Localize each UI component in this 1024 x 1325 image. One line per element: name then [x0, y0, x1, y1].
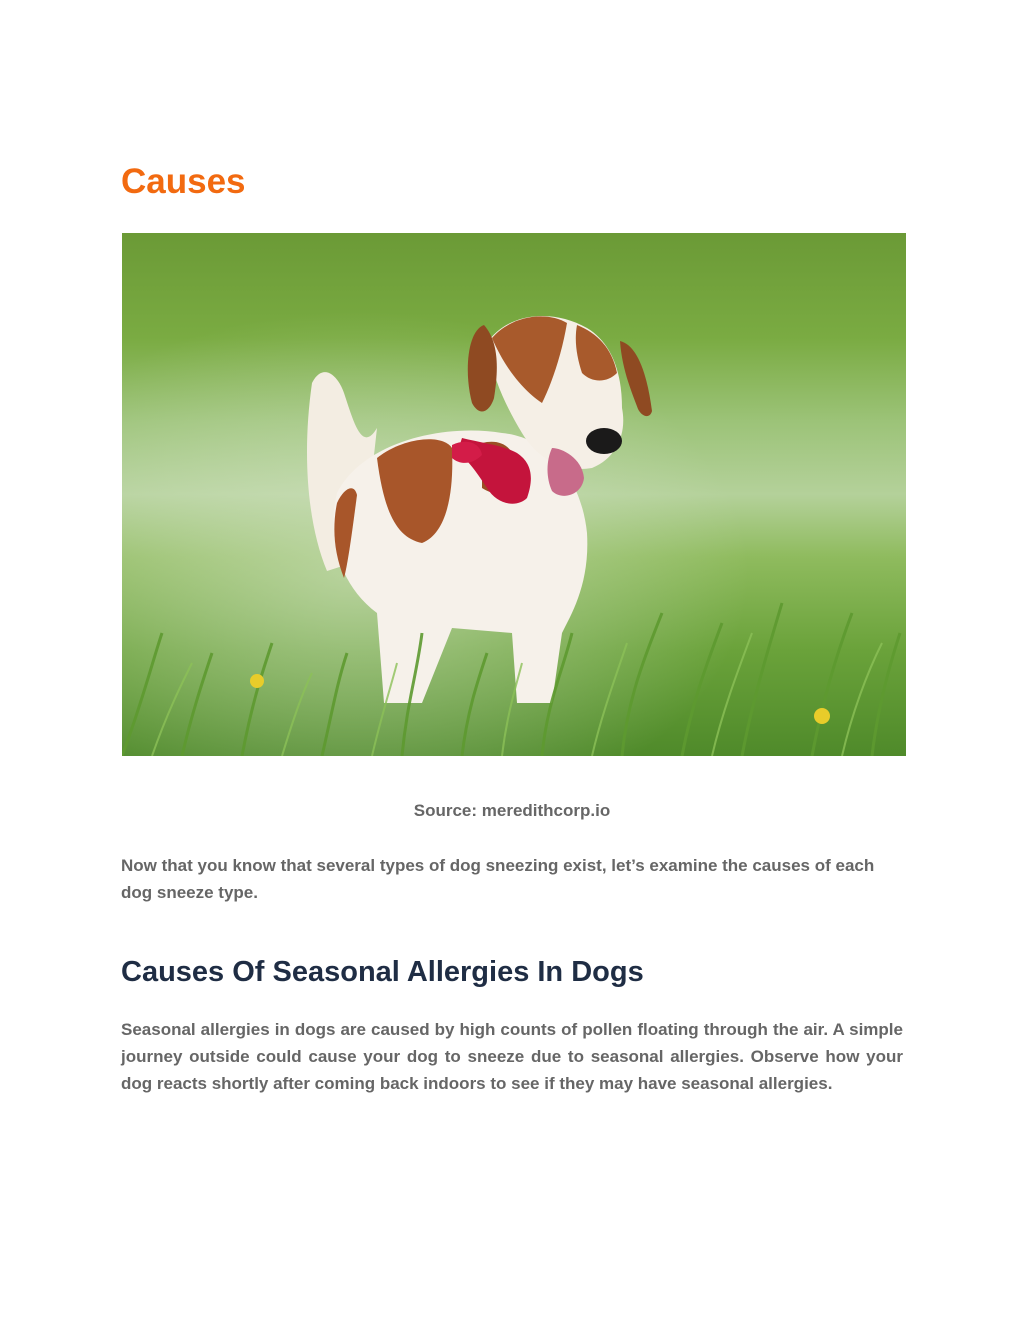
subsection-paragraph: Seasonal allergies in dogs are caused by high counts of pollen floating through the air. A simple journey outside could cause your dog to sneeze due to seasonal allergies. Observe how your dog reacts shortly after coming back indoors to see if they may have seasonal allergies. [121, 1020, 903, 1093]
dog-photo-illustration [122, 233, 906, 756]
subsection-title: Causes Of Seasonal Allergies In Dogs [121, 956, 644, 988]
hero-image [122, 233, 906, 756]
section-title: Causes [121, 162, 246, 201]
intro-paragraph: Now that you know that several types of dog sneezing exist, let’s examine the causes of each dog sneeze type. [121, 856, 875, 902]
image-caption: Source: meredithcorp.io [413, 801, 611, 820]
